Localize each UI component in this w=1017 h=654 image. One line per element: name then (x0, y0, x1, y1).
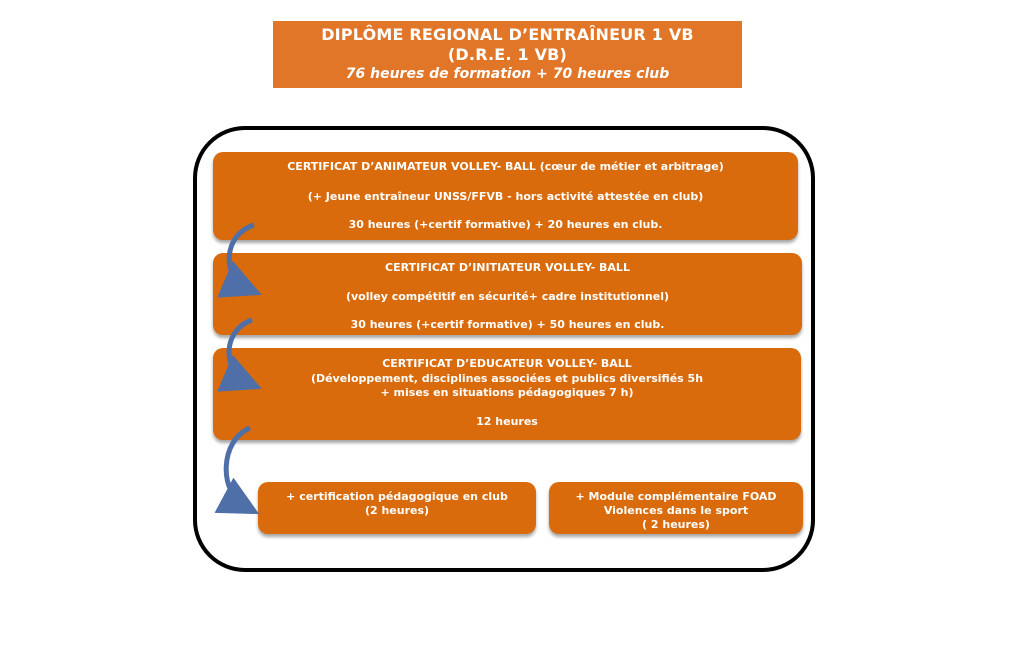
educateur-hours: 12 heures (476, 415, 538, 428)
initiateur-title: CERTIFICAT D’INITIATEUR VOLLEY- BALL (385, 261, 630, 274)
curved-arrow-icon (229, 320, 252, 383)
diploma-abbreviation: (D.R.E. 1 VB) (447, 45, 568, 64)
foad-module-hours: ( 2 heures) (642, 518, 710, 531)
initiateur-hours: 30 heures (+certif formative) + 50 heures en club. (350, 318, 665, 331)
animateur-hours: 30 heures (+certif formative) + 20 heures en club. (348, 218, 663, 231)
animateur-detail: (+ Jeune entraîneur UNSS/FFVB - hors activité attestée en club) (307, 190, 704, 203)
curved-arrow-icon (229, 225, 254, 289)
pedagogical-certification-hours: (2 heures) (364, 504, 430, 517)
pedagogical-certification-label: + certification pédagogique en club (286, 490, 508, 503)
educateur-detail-line2: + mises en situations pédagogiques 7 h) (380, 386, 634, 399)
diploma-title: DIPLÔME REGIONAL D’ENTRAÎNEUR 1 VB (321, 25, 694, 44)
foad-module-label: + Module complémentaire FOAD (575, 490, 777, 503)
curved-arrow-icon (226, 428, 250, 507)
diploma-hours: 76 heures de formation + 70 heures club (345, 66, 670, 82)
educateur-title: CERTIFICAT D’EDUCATEUR VOLLEY- BALL (382, 357, 632, 370)
educateur-detail-line1: (Développement, disciplines associées et publics diversifiés 5h (310, 372, 704, 385)
animateur-title: CERTIFICAT D’ANIMATEUR VOLLEY- BALL (cœur de métier et arbitrage) (287, 160, 724, 173)
initiateur-detail: (volley compétitif en sécurité+ cadre institutionnel) (345, 290, 670, 303)
foad-module-topic: Violences dans le sport (603, 504, 749, 517)
